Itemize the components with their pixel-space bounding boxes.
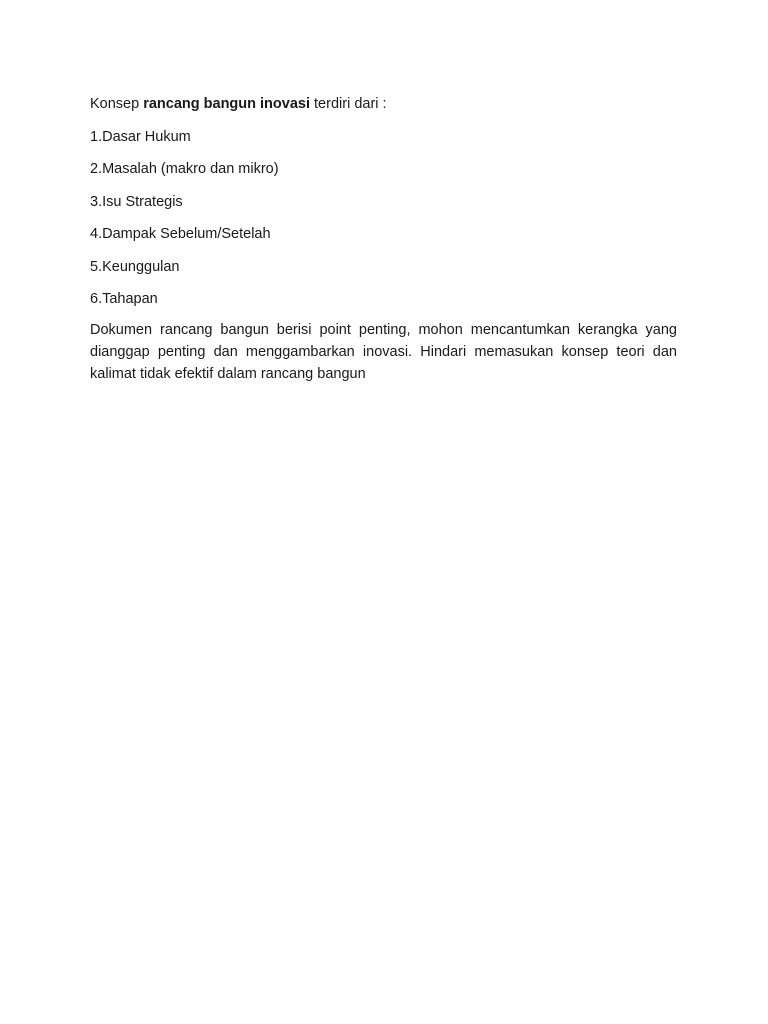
intro-suffix: terdiri dari : [310, 96, 387, 112]
intro-bold-term: rancang bangun inovasi [143, 96, 310, 112]
list-item: 4.Dampak Sebelum/Setelah [90, 226, 271, 242]
concept-list [90, 126, 677, 311]
list-item: 2.Masalah (makro dan mikro) [90, 161, 279, 177]
list-item: 6.Tahapan [90, 291, 158, 307]
intro-line [90, 93, 677, 115]
document-body [90, 93, 677, 385]
list-item: 1.Dasar Hukum [90, 128, 191, 145]
list-item: 3.Isu Strategis [90, 193, 183, 210]
intro-prefix: Konsep [90, 96, 144, 112]
list-item: 5.Keunggulan [90, 258, 180, 275]
closing-paragraph: Dokumen rancang bangun berisi point penting, mohon mencantumkan kerangka yang dianggap penting dan menggambarkan inovasi. Hindari memasukan konsep teori dan kalimat tidak efektif dalam rancang bangun [90, 322, 677, 382]
